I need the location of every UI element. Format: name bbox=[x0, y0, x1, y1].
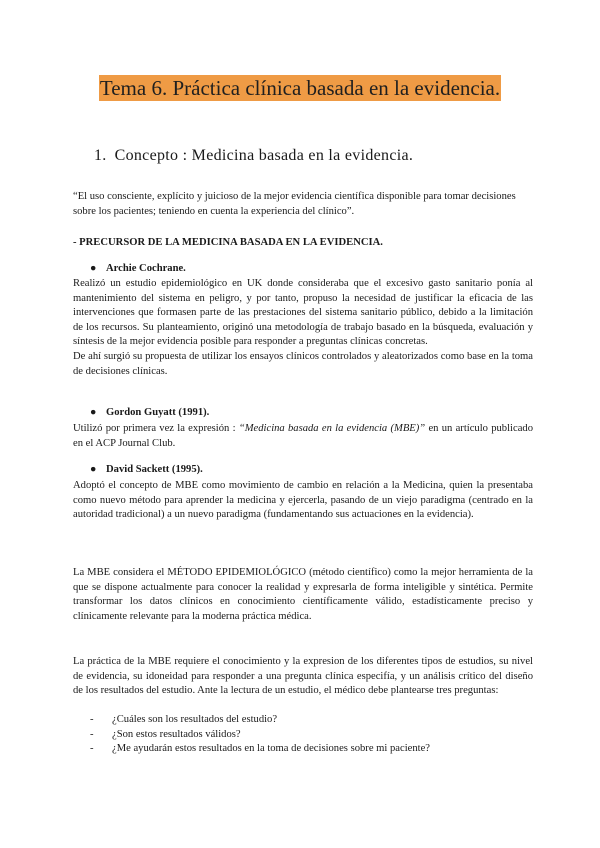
list-item: - ¿Son estos resultados válidos? bbox=[90, 728, 241, 740]
page-title: Tema 6. Práctica clínica basada en la evidencia. bbox=[99, 76, 501, 100]
cochrane-text-2: De ahí surgió su propuesta de utilizar los ensayos clínicos controlados y aleatorizados como base en la toma de decisiones clínicas. bbox=[73, 350, 533, 377]
bullet-icon: ● bbox=[90, 464, 97, 475]
guyatt-name: Gordon Guyatt (1991). bbox=[106, 407, 210, 418]
cochrane-name: Archie Cochrane. bbox=[106, 263, 186, 274]
list-item: - ¿Cuáles son los resultados del estudio? bbox=[90, 714, 278, 725]
definition-quote: “El uso consciente, explícito y juicioso de la mejor evidencia científica disponible para tomar decisiones sobre los pacientes; teniendo en cuenta la experiencia del clínico”. bbox=[73, 191, 516, 217]
questions-list bbox=[90, 713, 430, 757]
cochrane-paragraph bbox=[73, 277, 533, 379]
bullet-sackett bbox=[90, 464, 203, 475]
guyatt-term: “Medicina basada en la evidencia (MBE)” bbox=[238, 423, 426, 434]
precursor-heading: - PRECURSOR DE LA MEDICINA BASADA EN LA EVIDENCIA. bbox=[73, 237, 383, 248]
bullet-cochrane bbox=[90, 263, 186, 274]
title-block bbox=[0, 74, 600, 103]
sackett-paragraph: Adoptó el concepto de MBE como movimiento de cambio en relación a la Medicina, quien la presentaba como nuevo método para aprender la medicina y ejercerla, pasando de un viejo paradigma (centrado en la autoridad tradicional) a un nuevo paradigma (fundamentando sus actuaciones en la evidencia). bbox=[73, 480, 533, 521]
cochrane-text: Realizó un estudio epidemiológico en UK donde consideraba que el excesivo gasto sanitario ponía al mantenimiento del sistema en peligro, y por tanto, propuso la necesidad de justificar la eficacia de las intervenciones que formasen parte de las prestaciones del sistema sanitario público, debido a la limitación de los recursos. Su planteamiento, originó una metodología de trabajo basado en la búsqueda, evaluación y síntesis de la mejor evidencia posible para responder a preguntas clínicas concretas. bbox=[73, 278, 533, 348]
bullet-icon: ● bbox=[90, 263, 97, 274]
mbe-paragraph: La MBE considera el MÉTODO EPIDEMIOLÓGICO (método científico) como la mejor herramienta de la que se dispone actualmente para conocer la realidad y expresarla de forma inteligible y sintética. Permite transformar los datos clínicos en conocimiento científicamente válido, estadísticamente preciso y clínicamente relevante para la moderna práctica médica. bbox=[73, 567, 533, 622]
bullet-icon: ● bbox=[90, 407, 97, 418]
guyatt-text-after: en un artículo publicado en el ACP Journal Club. bbox=[73, 423, 533, 449]
section-number: 1. bbox=[94, 147, 107, 164]
section-title: Concepto : Medicina basada en la evidencia. bbox=[114, 147, 414, 164]
practice-paragraph: La práctica de la MBE requiere el conocimiento y la expresion de los diferentes tipos de estudios, su nivel de evidencia, su idoneidad para responder a una pregunta clínica especifía, y un análisis crítico del diseño de los resultados del estudio. Ante la lectura de un estudio, el médico debe plantearse tres preguntas: bbox=[73, 656, 533, 697]
guyatt-text-before: Utilizó por primera vez la expresión : bbox=[73, 423, 239, 434]
list-item: - ¿Me ayudarán estos resultados en la toma de decisiones sobre mi paciente? bbox=[90, 743, 430, 755]
sackett-name: David Sackett (1995). bbox=[106, 464, 203, 475]
bullet-guyatt bbox=[90, 407, 209, 418]
guyatt-paragraph bbox=[73, 422, 533, 451]
section-heading bbox=[94, 147, 413, 165]
